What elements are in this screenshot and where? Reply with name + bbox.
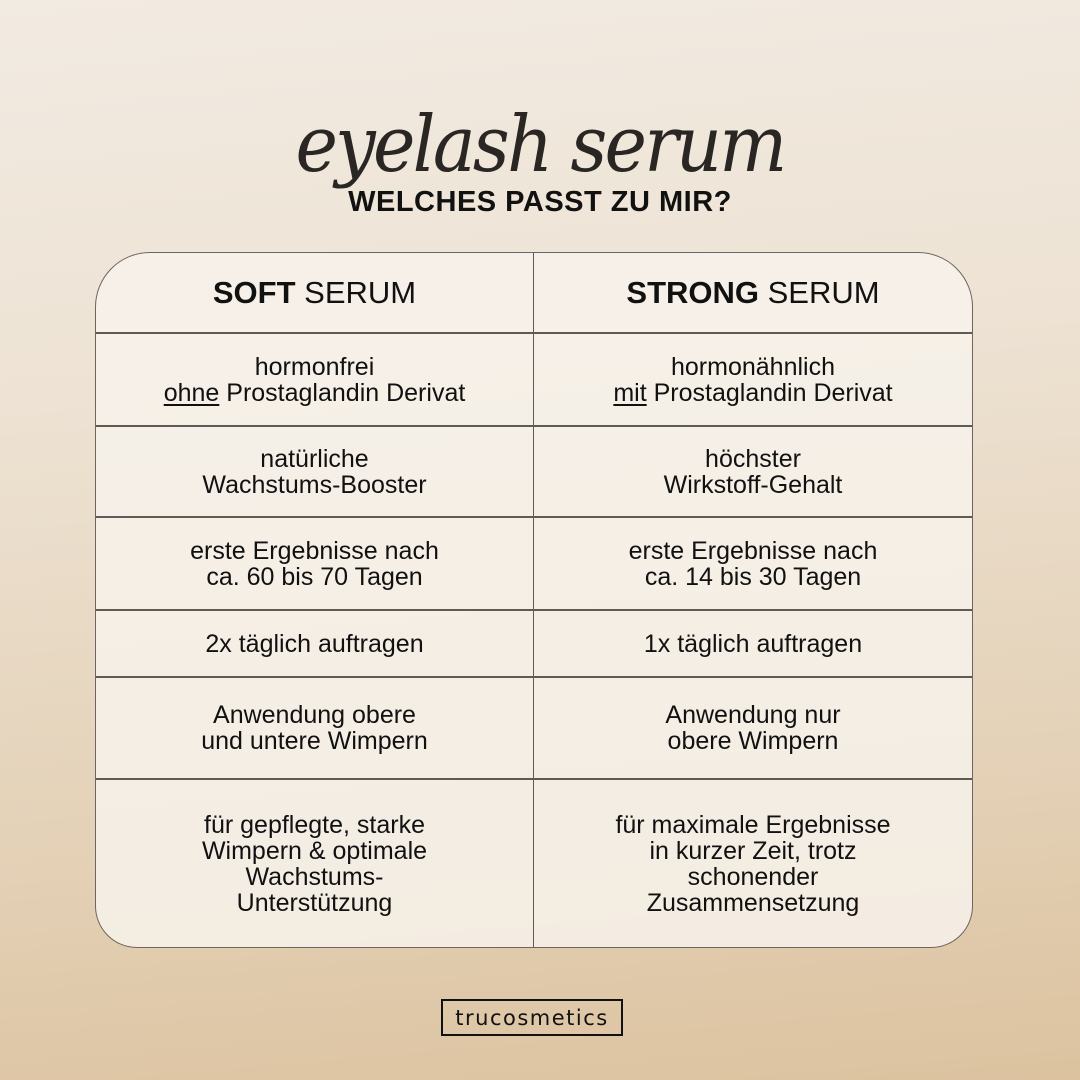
- table-cell: [534, 334, 972, 425]
- header-soft-serum: [96, 253, 534, 332]
- header-bold: STRONG: [626, 274, 760, 310]
- table-cell: [534, 518, 972, 609]
- cell-line: erste Ergebnisse nach: [628, 536, 878, 565]
- table-cell: [534, 611, 972, 676]
- table-row: [96, 427, 972, 518]
- table-row: [96, 334, 972, 427]
- header-strong-serum: [534, 253, 972, 332]
- cell-line: obere Wimpern: [667, 727, 839, 755]
- table-header-row: [96, 253, 972, 334]
- cell-line: Wimpern & optimale: [201, 836, 428, 865]
- table-cell: [534, 780, 972, 947]
- table-cell: [96, 611, 534, 676]
- page-title: eyelash serum: [295, 100, 785, 190]
- cell-line: hormonähnlich: [671, 352, 835, 381]
- cell-line: Wachstums-: [245, 862, 384, 891]
- cell-line: 2x täglich auftragen: [205, 629, 424, 658]
- cell-line: schonender: [687, 862, 819, 891]
- cell-line: in kurzer Zeit, trotz: [649, 836, 857, 865]
- underlined-word: ohne: [163, 378, 220, 407]
- header-bold: SOFT: [212, 274, 296, 310]
- cell-line: Zusammensetzung: [646, 888, 860, 917]
- table-cell: [96, 518, 534, 609]
- table-row: [96, 611, 972, 678]
- cell-line: für maximale Ergebnisse: [615, 810, 891, 839]
- cell-line: Unterstützung: [236, 888, 393, 917]
- cell-line: [613, 380, 892, 406]
- header-rest: SERUM: [759, 274, 880, 310]
- cell-line: Anwendung nur: [665, 701, 841, 729]
- cell-line: Wirkstoff-Gehalt: [663, 470, 843, 499]
- cell-line: ca. 14 bis 30 Tagen: [644, 562, 862, 591]
- table-cell: [96, 678, 534, 778]
- cell-line: ca. 60 bis 70 Tagen: [206, 562, 423, 591]
- table-cell: [534, 678, 972, 778]
- table-cell: [96, 427, 534, 516]
- table-row: [96, 678, 972, 780]
- table-row: [96, 518, 972, 611]
- cell-text: Prostaglandin Derivat: [646, 378, 893, 407]
- table-cell: [534, 427, 972, 516]
- cell-line: [164, 380, 466, 406]
- cell-text: Prostaglandin Derivat: [219, 378, 466, 407]
- table-cell: [96, 334, 534, 425]
- table-cell: [96, 780, 534, 947]
- cell-line: und untere Wimpern: [201, 727, 428, 755]
- page-subtitle: WELCHES PASST ZU MIR?: [348, 186, 732, 218]
- brand-logo: trucosmetics: [441, 999, 623, 1036]
- cell-line: Anwendung obere: [213, 701, 416, 729]
- comparison-table: [95, 252, 973, 948]
- underlined-word: mit: [613, 378, 647, 407]
- cell-line: natürliche: [260, 444, 369, 473]
- header-rest: SERUM: [295, 274, 417, 310]
- table-row: [96, 780, 972, 947]
- cell-line: hormonfrei: [254, 352, 375, 381]
- cell-line: erste Ergebnisse nach: [190, 536, 439, 565]
- cell-line: Wachstums-Booster: [202, 470, 427, 499]
- cell-line: höchster: [705, 444, 801, 473]
- cell-line: für gepflegte, starke: [204, 810, 425, 839]
- cell-line: 1x täglich auftragen: [643, 629, 863, 658]
